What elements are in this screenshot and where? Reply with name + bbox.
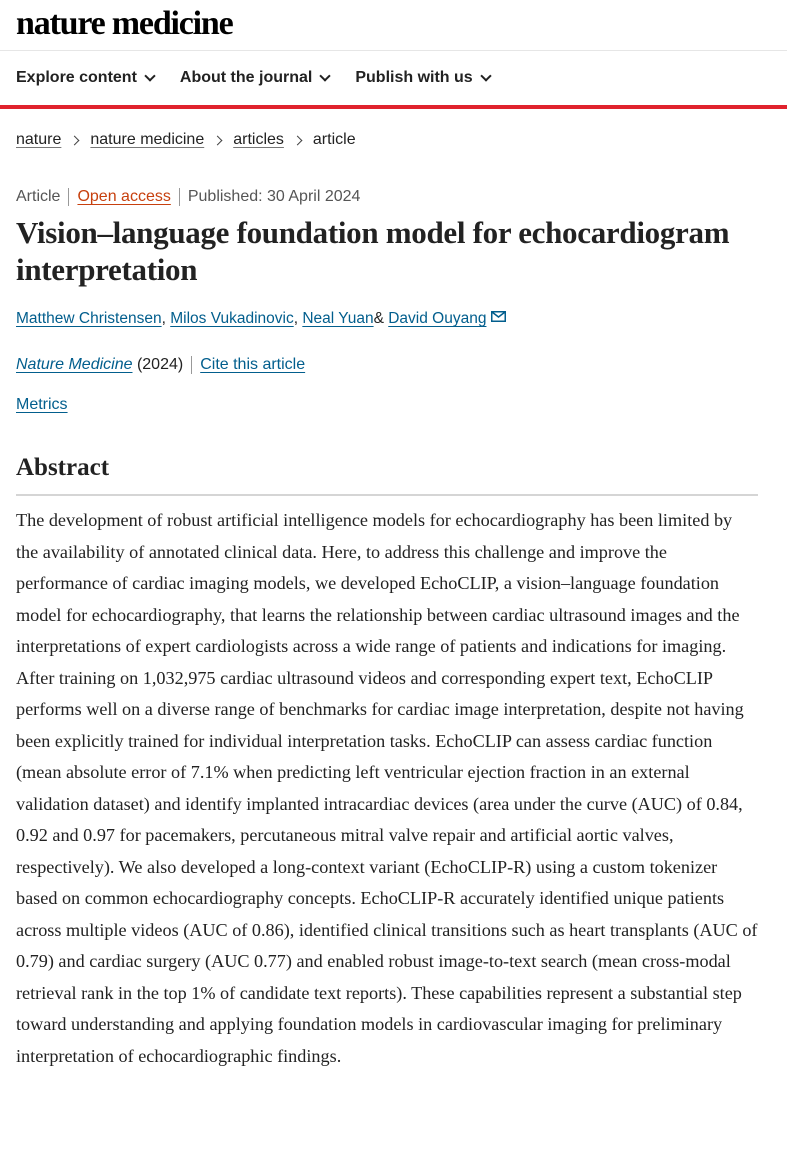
publication-year: (2024)	[136, 356, 184, 373]
chevron-down-icon	[144, 70, 155, 81]
chevron-right-icon	[213, 135, 223, 145]
open-access-link[interactable]: Open access	[77, 188, 171, 205]
nav-about-journal[interactable]	[180, 69, 329, 87]
published-date: Published: 30 April 2024	[187, 188, 361, 205]
chevron-right-icon	[292, 135, 302, 145]
meta-divider	[191, 356, 192, 374]
meta-divider	[179, 188, 180, 206]
breadcrumb-nature[interactable]: nature	[16, 131, 62, 148]
author-separator: &	[373, 310, 384, 327]
author-link[interactable]: David Ouyang	[388, 310, 487, 327]
journal-logo[interactable]: nature medicine	[16, 5, 233, 42]
author-list	[16, 310, 506, 328]
author-separator: ,	[293, 310, 299, 327]
breadcrumb-current: article	[312, 131, 356, 148]
chevron-right-icon	[70, 135, 80, 145]
mail-icon[interactable]	[491, 311, 506, 322]
main-nav	[0, 51, 787, 109]
article-meta	[16, 188, 360, 206]
metrics-link[interactable]: Metrics	[16, 396, 68, 413]
author-separator: ,	[161, 310, 166, 327]
article-type: Article	[16, 188, 61, 205]
article-title: Vision–language foundation model for echocardiogram interpretation	[16, 215, 730, 287]
author-link[interactable]: Neal Yuan	[302, 310, 374, 327]
author-link[interactable]: Milos Vukadinovic	[170, 310, 294, 327]
abstract-heading: Abstract	[16, 454, 110, 481]
breadcrumb-nature-medicine[interactable]: nature medicine	[90, 131, 205, 148]
breadcrumb-articles[interactable]: articles	[233, 131, 284, 148]
nav-publish-with-us[interactable]	[355, 69, 489, 87]
journal-link[interactable]: Nature Medicine	[16, 356, 133, 373]
nav-item-label: About the journal	[179, 69, 313, 86]
meta-divider	[68, 188, 69, 206]
nav-item-label: Explore content	[16, 69, 137, 86]
author-link[interactable]: Matthew Christensen	[16, 310, 162, 327]
chevron-down-icon	[320, 70, 331, 81]
journal-citation	[16, 356, 305, 374]
breadcrumb	[16, 131, 356, 149]
cite-article-link[interactable]: Cite this article	[200, 356, 306, 373]
abstract-divider	[16, 494, 758, 496]
chevron-down-icon	[480, 70, 491, 81]
masthead	[0, 0, 787, 51]
abstract-text: The development of robust artificial intelligence models for echocardiography has been limited by the availability of annotated clinical data. Here, to address this challenge and improve the performance of cardiac imaging models, we developed EchoCLIP, a vision–language foundation model for echocardiography, that learns the relationship between cardiac ultrasound images and the interpretations of expert cardiologists across a wide range of patients and indications for imaging. After training on 1,032,975 cardiac ultrasound videos and corresponding expert text, EchoCLIP performs well on a diverse range of benchmarks for cardiac image interpretation, despite not having been explicitly trained for individual interpretation tasks. EchoCLIP can assess cardiac function (mean absolute error of 7.1% when predicting left ventricular ejection fraction in an external validation dataset) and identify implanted intracardiac devices (area under the curve (AUC) of 0.84, 0.92 and 0.97 for pacemakers, percutaneous mitral valve repair and artificial aortic valves, respectively). We also developed a long-context variant (EchoCLIP-R) using a custom tokenizer based on common echocardiography concepts. EchoCLIP-R accurately identified unique patients across multiple videos (AUC of 0.86), identified clinical transitions such as heart transplants (AUC of 0.79) and cardiac surgery (AUC 0.77) and enabled robust image-to-text search (mean cross-modal retrieval rank in the top 1% of candidate text reports). These capabilities represent a substantial step toward understanding and applying foundation models in cardiovascular imaging for preliminary interpretation of echocardiographic findings.	[16, 510, 758, 1066]
nav-explore-content[interactable]	[16, 69, 154, 87]
nav-item-label: Publish with us	[355, 69, 473, 86]
